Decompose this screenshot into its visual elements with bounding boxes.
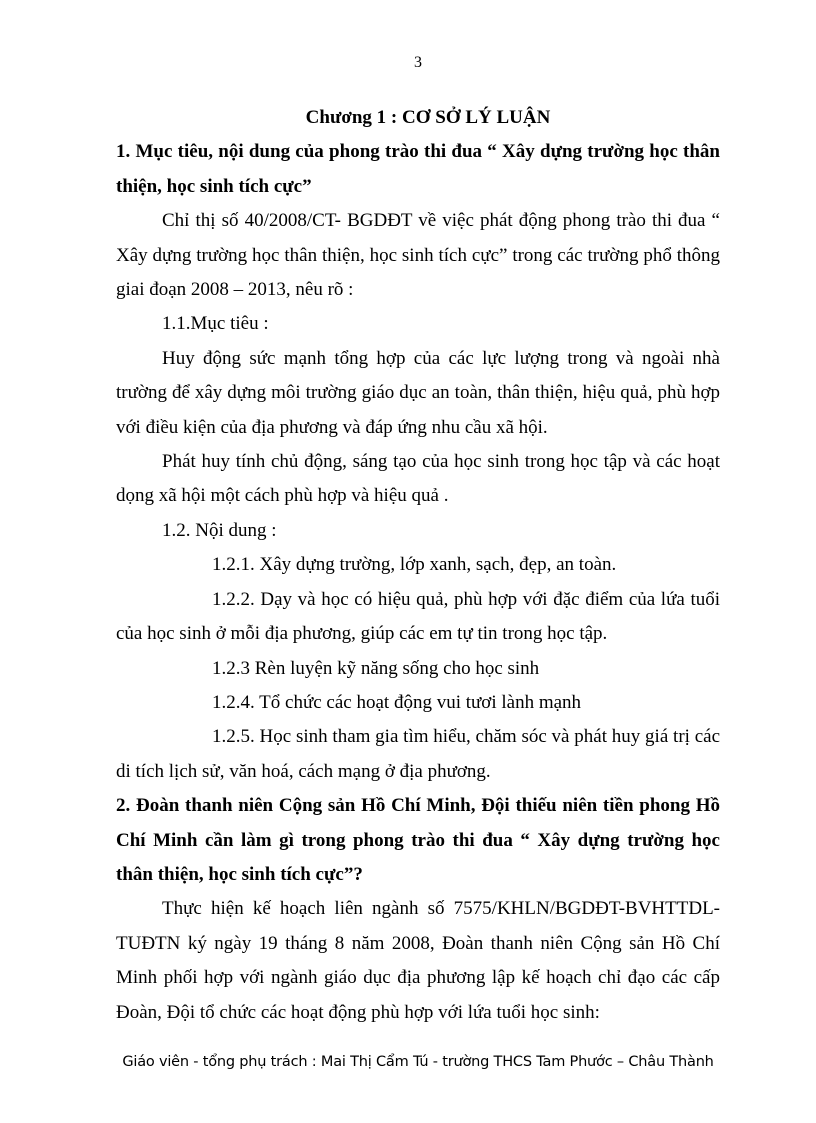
- section-1-heading: 1. Mục tiêu, nội dung của phong trào thi đua “ Xây dựng trường học thân thiện, học sinh tích cực”: [116, 141, 720, 197]
- document-body: [116, 101, 720, 1030]
- content-item-2: 1.2.2. Dạy và học có hiệu quả, phù hợp với đặc điểm của lứa tuổi của học sinh ở mỗi địa phương, giúp các em tự tin trong học tập.: [116, 588, 720, 645]
- page-footer: Giáo viên - tổng phụ trách : Mai Thị Cẩm Tú - trường THCS Tam Phước – Châu Thành: [122, 1054, 714, 1070]
- content-label: 1.2. Nội dung :: [162, 519, 277, 541]
- section-2-heading: 2. Đoàn thanh niên Cộng sản Hồ Chí Minh, Đội thiếu niên tiền phong Hồ Chí Minh cần làm gì trong phong trào thi đua “ Xây dựng trường học thân thiện, học sinh tích cực”?: [116, 795, 720, 885]
- section-2-paragraph: Thực hiện kế hoạch liên ngành số 7575/KHLN/BGDĐT-BVHTTDL-TUĐTN ký ngày 19 tháng 8 năm 2008, Đoàn thanh niên Cộng sản Hồ Chí Minh phối hợp với ngành giáo dục địa phương lập kế hoạch chỉ đạo các cấp Đoàn, Đội tổ chức các hoạt động phù hợp với lứa tuổi học sinh:: [116, 898, 720, 1023]
- chapter-title: Chương 1 : CƠ SỞ LÝ LUẬN: [305, 107, 551, 128]
- goal-paragraph-1: Huy động sức mạnh tổng hợp của các lực lượng trong và ngoài nhà trường để xây dựng môi trường giáo dục an toàn, thân thiện, hiệu quả, phù hợp với điều kiện của địa phương và đáp ứng nhu cầu xã hội.: [116, 347, 720, 438]
- content-item-3: 1.2.3 Rèn luyện kỹ năng sống cho học sinh: [212, 657, 540, 679]
- content-item-5: 1.2.5. Học sinh tham gia tìm hiểu, chăm sóc và phát huy giá trị các di tích lịch sử, văn hoá, cách mạng ở địa phương.: [116, 726, 720, 782]
- goal-label: 1.1.Mục tiêu :: [162, 313, 269, 335]
- content-item-4: 1.2.4. Tổ chức các hoạt động vui tươi lành mạnh: [212, 691, 582, 713]
- page-number: 3: [414, 54, 422, 71]
- goal-paragraph-2: Phát huy tính chủ động, sáng tạo của học sinh trong học tập và các hoạt dọng xã hội một cách phù hợp và hiệu quả .: [116, 451, 720, 507]
- content-item-1: 1.2.1. Xây dựng trường, lớp xanh, sạch, đẹp, an toàn.: [212, 554, 617, 576]
- section-1-intro: Chỉ thị số 40/2008/CT- BGDĐT về việc phát động phong trào thi đua “ Xây dựng trường học thân thiện, học sinh tích cực” trong các trường phổ thông giai đoạn 2008 – 2013, nêu rõ :: [116, 210, 720, 301]
